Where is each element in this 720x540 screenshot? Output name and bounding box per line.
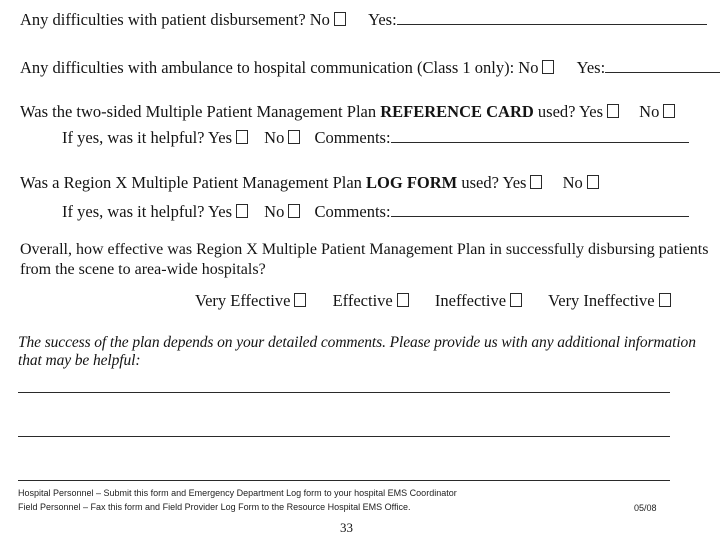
no-checkbox[interactable] <box>663 104 675 118</box>
comment-line-1[interactable] <box>18 392 670 393</box>
yes-checkbox[interactable] <box>607 104 619 118</box>
question-text: Was the two-sided Multiple Patient Management Plan <box>20 102 377 121</box>
comments-label: Comments: <box>314 128 391 147</box>
no-checkbox[interactable] <box>288 130 300 144</box>
comments-label: Comments: <box>314 202 391 221</box>
footer-separator <box>18 480 670 481</box>
yes-checkbox[interactable] <box>236 130 248 144</box>
followup-text: If yes, was it helpful? <box>62 128 205 147</box>
yes-label: Yes <box>502 173 527 192</box>
followup-text: If yes, was it helpful? <box>62 202 205 221</box>
no-label: No <box>309 10 330 29</box>
no-checkbox[interactable] <box>587 175 599 189</box>
footer-field-instructions: Field Personnel – Fax this form and Field Provider Log Form to the Resource Hospital EMS Office. <box>18 502 411 512</box>
no-label: No <box>639 102 660 121</box>
question-text: Any difficulties with patient disbursement? <box>20 10 306 29</box>
no-label: No <box>264 128 285 147</box>
effectiveness-options <box>195 291 693 311</box>
footer-hospital-instructions: Hospital Personnel – Submit this form and Emergency Department Log form to your hospital EMS Coordinator <box>18 488 457 498</box>
comments-field[interactable] <box>391 128 689 143</box>
option-ineffective[interactable]: Ineffective <box>435 291 526 311</box>
form-date-code: 05/08 <box>634 503 657 513</box>
comments-prompt-cont: that may be helpful: <box>18 352 141 369</box>
question-reference-card <box>20 102 679 122</box>
option-very-effective[interactable]: Very Effective <box>195 291 310 311</box>
question-ambulance-communication <box>20 58 720 78</box>
ineffective-checkbox[interactable] <box>510 293 522 307</box>
yes-answer-field[interactable] <box>605 58 720 73</box>
effective-checkbox[interactable] <box>397 293 409 307</box>
yes-checkbox[interactable] <box>530 175 542 189</box>
yes-checkbox[interactable] <box>236 204 248 218</box>
no-label: No <box>264 202 285 221</box>
very-ineffective-checkbox[interactable] <box>659 293 671 307</box>
question-patient-disbursement <box>20 10 707 30</box>
comments-prompt: The success of the plan depends on your detailed comments. Please provide us with any additional information <box>18 334 696 351</box>
page-number: 33 <box>340 520 353 535</box>
no-checkbox[interactable] <box>288 204 300 218</box>
yes-answer-field[interactable] <box>397 10 707 25</box>
question-text: Was a Region X Multiple Patient Management Plan <box>20 173 362 192</box>
yes-label: Yes: <box>576 58 606 77</box>
option-very-ineffective[interactable]: Very Ineffective <box>548 291 674 311</box>
no-label: No <box>562 173 583 192</box>
question-text-end: used? <box>461 173 499 192</box>
question-text-end: used? <box>537 102 576 121</box>
question-overall-effectiveness-cont: from the scene to area-wide hospitals? <box>20 261 266 278</box>
comment-line-2[interactable] <box>18 436 670 437</box>
question-text: Any difficulties with ambulance to hospital communication (Class 1 only): <box>20 58 515 77</box>
log-form-label: LOG FORM <box>366 173 458 192</box>
no-label: No <box>518 58 539 77</box>
no-checkbox[interactable] <box>542 60 554 74</box>
option-effective[interactable]: Effective <box>333 291 413 311</box>
followup-log-form-helpful <box>62 202 689 222</box>
yes-label: Yes <box>208 128 233 147</box>
question-overall-effectiveness: Overall, how effective was Region X Multiple Patient Management Plan in successfully disbursing patients <box>20 241 709 258</box>
no-checkbox[interactable] <box>334 12 346 26</box>
very-effective-checkbox[interactable] <box>294 293 306 307</box>
yes-label: Yes <box>579 102 604 121</box>
question-log-form <box>20 173 603 193</box>
comments-field[interactable] <box>391 202 689 217</box>
followup-reference-card-helpful <box>62 128 689 148</box>
yes-label: Yes: <box>368 10 397 29</box>
yes-label: Yes <box>208 202 233 221</box>
reference-card-label: REFERENCE CARD <box>380 102 534 121</box>
